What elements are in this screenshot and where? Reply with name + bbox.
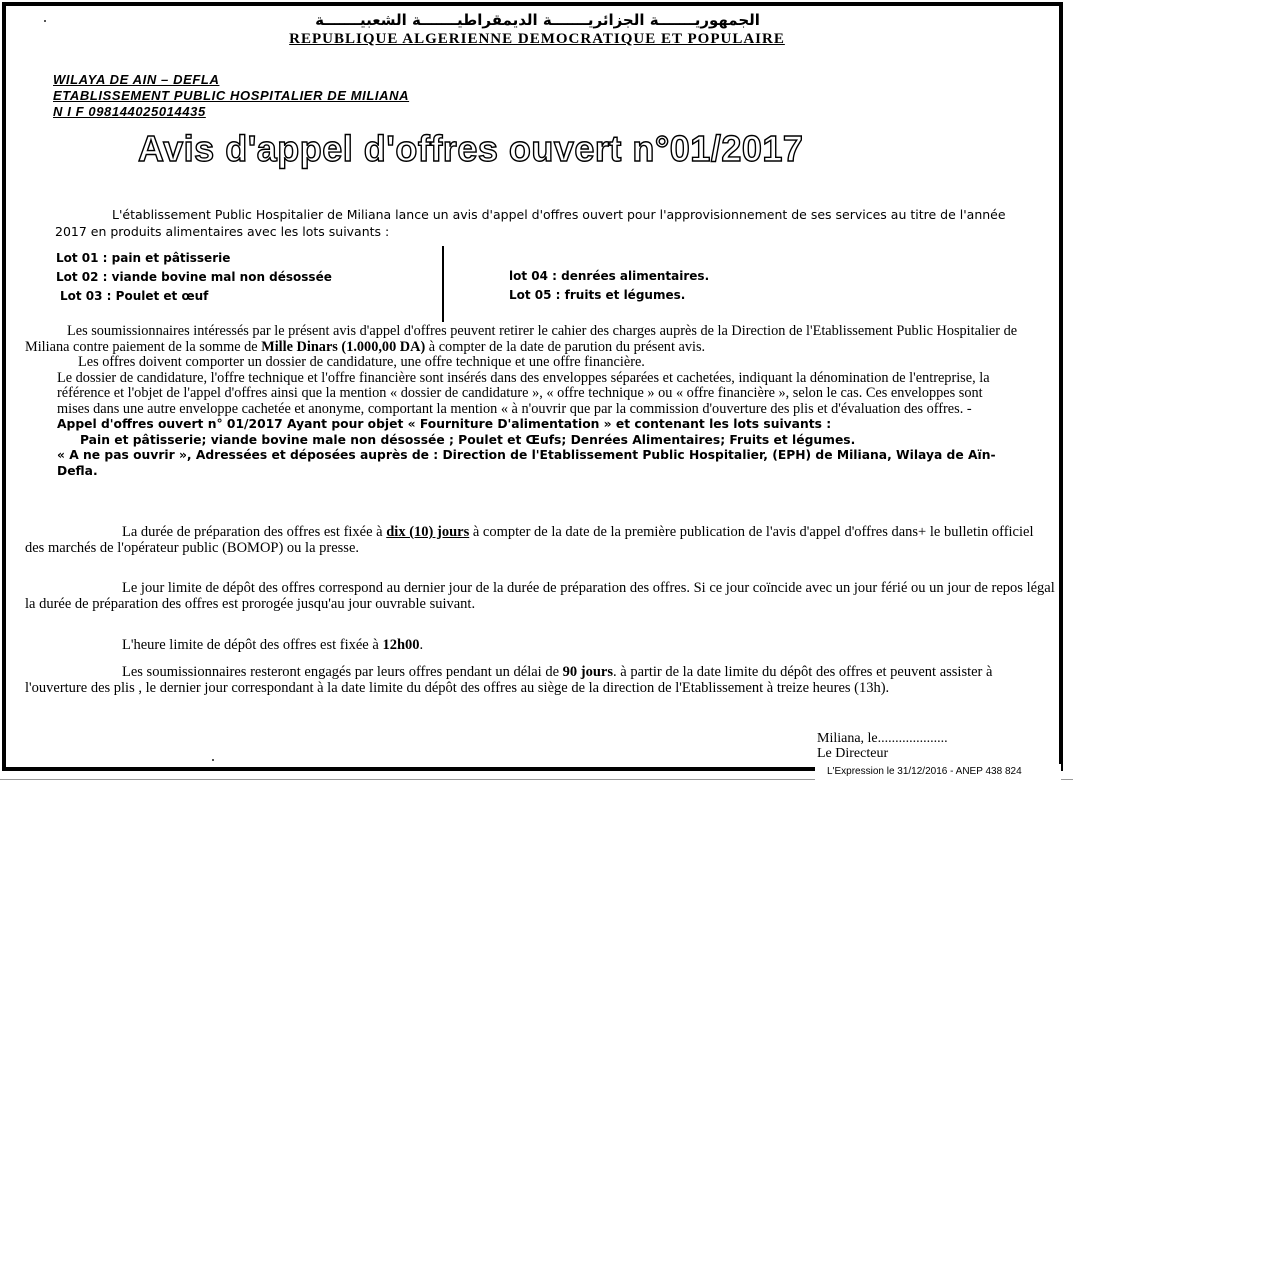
duree-text: La durée de préparation des offres est fixée à — [122, 524, 387, 540]
retrait-text: Les soumissionnaires intéressés par le présent avis d'appel d'offres peuvent retirer le cahier des charges auprès de la Direction de l'Etablissement Public Hospitalier de Miliana contre paiement de la somme de — [25, 323, 1018, 355]
heure-text: L'heure limite de dépôt des offres est fixée à — [122, 637, 383, 653]
scan-speck — [212, 759, 214, 761]
issuer-block — [53, 72, 409, 120]
lot-02: Lot 02 : viande bovine mal non désossée — [56, 270, 332, 284]
signature-role: Le Directeur — [817, 746, 889, 761]
nif-line: N I F 098144025014435 — [53, 104, 206, 119]
lot-05: Lot 05 : fruits et légumes. — [509, 288, 686, 302]
lot-01: Lot 01 : pain et pâtisserie — [56, 251, 231, 265]
publication-credit: L'Expression le 31/12/2016 - ANEP 438 824 — [827, 766, 1022, 777]
retrait-amount: Mille Dinars (1.000,00 DA) — [261, 338, 426, 355]
heure-paragraph — [25, 637, 1055, 653]
engagement-paragraph — [25, 664, 1055, 696]
engagement-days: 90 jours — [562, 664, 614, 680]
adresse-text: « A ne pas ouvrir », Adressées et déposées auprès de : Direction de l'Etablissement Public Hospitalier, (EPH) de Miliana, Wilaya de Aïn-Defla. — [57, 448, 996, 478]
lots-summary: Pain et pâtisserie; viande bovine male non désossée ; Poulet et Œufs; Denrées Alimentaires; Fruits et légumes. — [80, 432, 856, 447]
etablissement-line: ETABLISSEMENT PUBLIC HOSPITALIER DE MILIANA — [53, 88, 410, 103]
scan-speck — [44, 20, 46, 22]
duree-text-end: à compter de la date de la première publication de l'avis d'appel d'offres dans+ le bulletin officiel des marchés de l'opérateur public (BOMOP) ou la presse. — [25, 524, 1034, 556]
signature-place: Miliana, le.................... — [817, 731, 948, 746]
offres-paragraph: Les offres doivent comporter un dossier de candidature, une offre technique et une offre financière. — [78, 354, 645, 370]
heure-text-end: . — [419, 637, 424, 653]
signature-block — [817, 731, 948, 761]
retrait-paragraph — [25, 324, 1040, 355]
dossier-text: Le dossier de candidature, l'offre technique et l'offre financière sont insérés dans des enveloppes séparées et cachetées, indiquant la dénomination de l'entreprise, la référence et l'objet de l'appel d'offres ainsi que la mention « dossier de candidature », « offre technique » ou « offre financière », selon le cas. Ces enveloppes sont mises dans une autre enveloppe cachetée et anonyme, comportant la mention « à n'ouvrir que par la commission d'ouverture des plis et d'évaluation des offres. - — [57, 369, 990, 417]
duree-days: dix (10) jours — [386, 524, 470, 540]
republic-title: REPUBLIQUE ALGERIENNE DEMOCRATIQUE ET POPULAIRE — [289, 31, 785, 47]
lots-divider — [442, 246, 444, 322]
lot-04: lot 04 : denrées alimentaires. — [509, 269, 710, 283]
notice-title: Avis d'appel d'offres ouvert n°01/2017 — [138, 128, 804, 169]
intro-text: L'établissement Public Hospitalier de Miliana lance un avis d'appel d'offres ouvert pour l'approvisionnement de ses services au titre de l'année 2017 en produits alimentaires avec les lots suivants : — [55, 207, 1006, 239]
arabic-republic-title: الجمهوريـــــــة الجزائريـــــــة الديمقراطيـــــــة الشعبيـــــــة — [315, 11, 760, 29]
retrait-text-end: à compter de la date de parution du présent avis. — [425, 338, 706, 355]
jour-limite-text: Le jour limite de dépôt des offres correspond au dernier jour de la durée de préparation des offres. Si ce jour coïncide avec un jour férié ou un jour de repos légal la durée de préparation des offres est prorogée jusqu'au jour ouvrable suivant. — [25, 580, 1055, 612]
duree-paragraph — [25, 524, 1055, 556]
engagement-text-end: . à partir de la date limite du dépôt des offres et peuvent assister à l'ouverture des plis , le dernier jour correspondant à la date limite du dépôt des offres au siège de la direction de l'Etablissement à treize heures (13h). — [25, 664, 993, 696]
dossier-paragraph — [25, 371, 1040, 433]
wilaya-line: WILAYA DE AIN – DEFLA — [53, 72, 220, 87]
heure-value: 12h00 — [382, 637, 420, 653]
soumission-paragraph — [25, 324, 1040, 479]
intro-paragraph — [55, 206, 1035, 240]
engagement-text: Les soumissionnaires resteront engagés par leurs offres pendant un délai de — [122, 664, 563, 680]
lot-03: Lot 03 : Poulet et œuf — [60, 289, 209, 303]
objet-text: Appel d'offres ouvert n° 01/2017 Ayant pour objet « Fourniture D'alimentation » et contenant les lots suivants : — [57, 417, 832, 431]
jour-limite-paragraph — [25, 580, 1055, 612]
